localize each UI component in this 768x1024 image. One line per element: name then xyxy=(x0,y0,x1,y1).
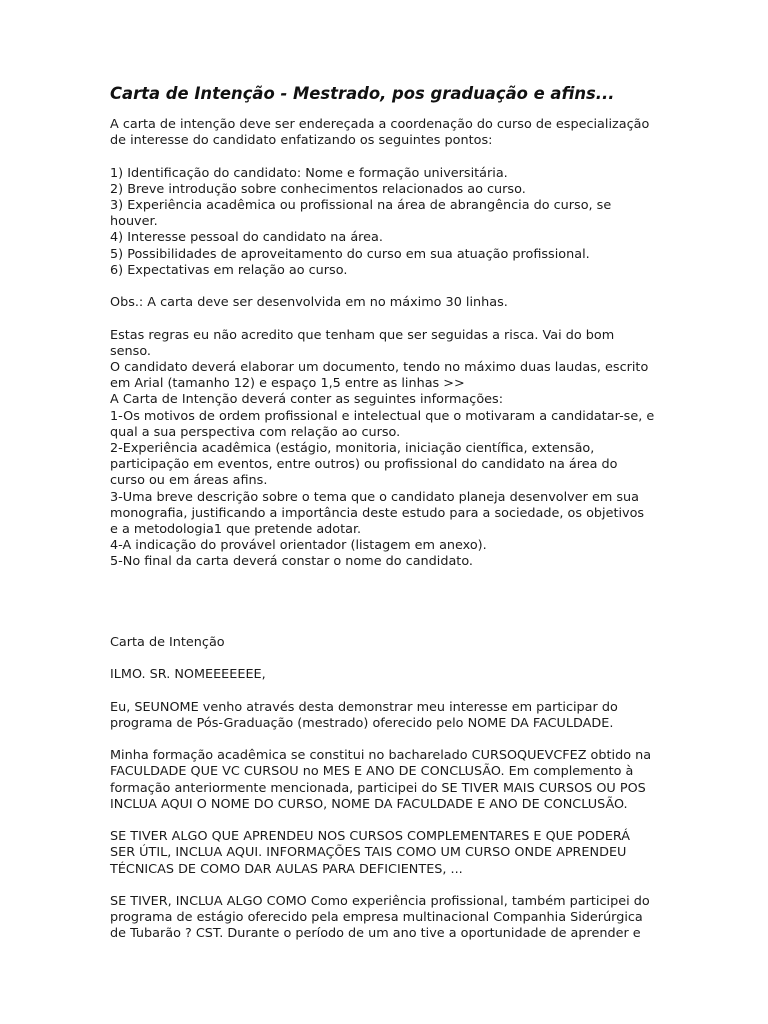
letter-heading xyxy=(110,635,666,651)
list-item: 6) Expectativas em relação ao curso. xyxy=(110,262,348,278)
text-line: 3-Uma breve descrição sobre o tema que o candidato planeja desenvolver em sua xyxy=(110,489,639,505)
list-item: 1) Identificação do candidato: Nome e formação universitária. xyxy=(110,165,508,181)
text-line: O candidato deverá elaborar um documento, tendo no máximo duas laudas, escrito xyxy=(110,360,649,375)
letter-salutation xyxy=(110,667,666,683)
text-line: 1-Os motivos de ordem profissional e intelectual que o motivaram a candidatar-se, e xyxy=(110,408,655,424)
text-line: de interesse do candidato enfatizando os seguintes pontos: xyxy=(110,133,493,149)
text-line: SER ÚTIL, INCLUA AQUI. INFORMAÇÕES TAIS COMO UM CURSO ONDE APRENDEU xyxy=(110,845,627,861)
text-line: ILMO. SR. NOMEEEEEEE, xyxy=(110,667,266,683)
rules-paragraph xyxy=(110,328,666,571)
text-line: formação anteriormente mencionada, participei do SE TIVER MAIS CURSOS OU POS xyxy=(110,780,646,796)
text-line: senso. xyxy=(110,343,151,359)
text-line: e a metodologia1 que pretende adotar. xyxy=(110,522,362,538)
list-item: 5) Possibilidades de aproveitamento do curso em sua atuação profissional. xyxy=(110,246,590,262)
text-line: INCLUA AQUI O NOME DO CURSO, NOME DA FACULDADE E ANO DE CONCLUSÃO. xyxy=(110,796,628,812)
text-line: curso ou em áreas afins. xyxy=(110,473,268,489)
text-line: qual a sua perspectiva com relação ao curso. xyxy=(110,424,401,440)
text-line: de Tubarão ? CST. Durante o período de um ano tive a oportunidade de aprender e xyxy=(110,926,641,942)
text-line: Minha formação acadêmica se constitui no bacharelado CURSOQUEVCFEZ obtido na xyxy=(110,748,652,764)
text-line: A Carta de Intenção deverá conter as seguintes informações: xyxy=(110,392,504,408)
letter-paragraph-3 xyxy=(110,829,666,878)
text-line: 2-Experiência acadêmica (estágio, monitoria, iniciação científica, extensão, xyxy=(110,441,595,457)
list-item: houver. xyxy=(110,214,158,230)
text-line: Obs.: A carta deve ser desenvolvida em no máximo 30 linhas. xyxy=(110,295,508,311)
text-line: 4-A indicação do provável orientador (listagem em anexo). xyxy=(110,538,487,554)
text-line: A carta de intenção deve ser endereçada a coordenação do curso de especialização xyxy=(110,117,650,132)
text-line: SE TIVER, INCLUA ALGO COMO Como experiência profissional, também participei do xyxy=(110,894,650,909)
text-line: Carta de Intenção xyxy=(110,634,225,650)
document-title: Carta de Intenção - Mestrado, pos graduação e afins... xyxy=(110,84,615,103)
points-list xyxy=(110,166,666,279)
intro-paragraph xyxy=(110,117,666,149)
text-line: 5-No final da carta deverá constar o nome do candidato. xyxy=(110,554,473,570)
list-item: 4) Interesse pessoal do candidato na área. xyxy=(110,230,383,246)
blank-space xyxy=(110,587,666,635)
text-line: programa de Pós-Graduação (mestrado) oferecido pelo NOME DA FACULDADE. xyxy=(110,715,614,731)
text-line: em Arial (tamanho 12) e espaço 1,5 entre as linhas >> xyxy=(110,376,465,392)
text-line: Estas regras eu não acredito que tenham que ser seguidas a risca. Vai do bom xyxy=(110,327,615,343)
text-line: programa de estágio oferecido pela empresa multinacional Companhia Siderúrgica xyxy=(110,910,643,926)
text-line: SE TIVER ALGO QUE APRENDEU NOS CURSOS COMPLEMENTARES E QUE PODERÁ xyxy=(110,829,631,845)
list-item: 2) Breve introdução sobre conhecimentos relacionados ao curso. xyxy=(110,181,526,197)
document-content xyxy=(110,84,666,959)
text-line: TÉCNICAS DE COMO DAR AULAS PARA DEFICIENTES, ... xyxy=(110,861,463,877)
text-line: participação em eventos, entre outros) ou profissional do candidato na área do xyxy=(110,457,618,473)
letter-paragraph-1 xyxy=(110,700,666,732)
letter-paragraph-2 xyxy=(110,748,666,813)
text-line: Eu, SEUNOME venho através desta demonstrar meu interesse em participar do xyxy=(110,699,618,715)
letter-paragraph-4 xyxy=(110,894,666,943)
list-item: 3) Experiência acadêmica ou profissional na área de abrangência do curso, se xyxy=(110,198,612,213)
text-line: monografia, justificando a importância deste estudo para a sociedade, os objetivos xyxy=(110,505,645,521)
obs-paragraph xyxy=(110,295,666,311)
text-line: FACULDADE QUE VC CURSOU no MES E ANO DE CONCLUSÃO. Em complemento à xyxy=(110,764,634,780)
